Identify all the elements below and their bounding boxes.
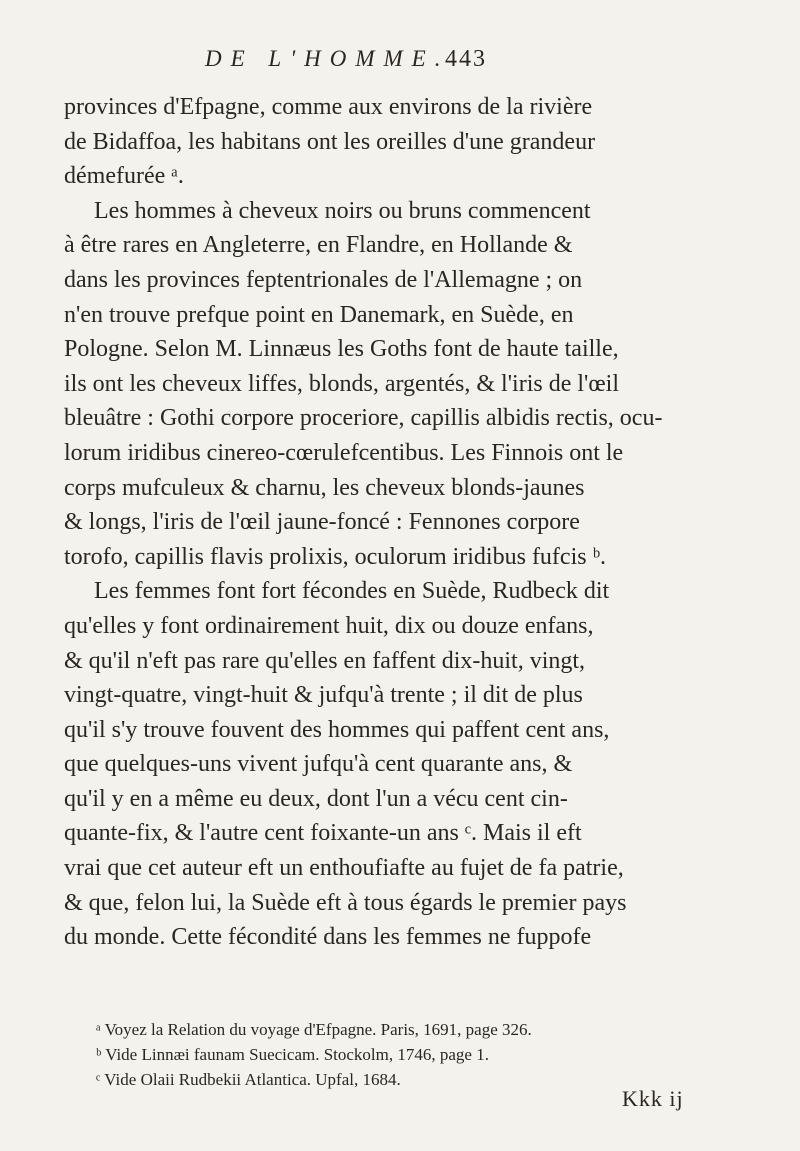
text-line: quante-fix, & l'autre cent foixante-un ans ᶜ. Mais il eft: [64, 820, 582, 847]
text-line: ils ont les cheveux liffes, blonds, argentés, & l'iris de l'œil: [64, 370, 620, 397]
text-line: de Bidaffoa, les habitans ont les oreilles d'une grandeur: [64, 128, 596, 155]
text-line: lorum iridibus cinereo-cœrulefcentibus. Les Finnois ont le: [64, 439, 624, 466]
text-line: provinces d'Efpagne, comme aux environs de la rivière: [64, 94, 593, 120]
text-line: dans les provinces feptentrionales de l'Allemagne ; on: [64, 266, 583, 293]
page-number: 443: [445, 46, 487, 72]
text-line: torofo, capillis flavis prolixis, oculorum iridibus fufcis ᵇ.: [64, 543, 607, 570]
text-line: Pologne. Selon M. Linnæus les Goths font de haute taille,: [64, 336, 619, 363]
text-line: bleuâtre : Gothi corpore proceriore, capillis albidis rectis, ocu-: [64, 405, 663, 432]
text-line: vingt-quatre, vingt-huit & jufqu'à trente ; il dit de plus: [64, 682, 583, 709]
text-line: à être rares en Angleterre, en Flandre, en Hollande &: [64, 232, 573, 259]
signature-mark: Kkk ij: [622, 1086, 684, 1111]
text-line: Les femmes font fort fécondes en Suède, Rudbeck dit: [94, 578, 610, 605]
text-line: qu'il s'y trouve fouvent des hommes qui paffent cent ans,: [64, 716, 610, 743]
text-line: & longs, l'iris de l'œil jaune-foncé : Fennones corpore: [64, 509, 580, 536]
text-line: & qu'il n'eft pas rare qu'elles en faffent dix-huit, vingt,: [64, 647, 586, 674]
text-line: n'en trouve prefque point en Danemark, en Suède, en: [64, 301, 574, 328]
body-text: [64, 90, 724, 955]
footnote: ᶜ Vide Olaii Rudbekii Atlantica. Upfal, 1684.: [96, 1070, 401, 1089]
footnotes: [96, 1017, 726, 1092]
text-line: corps mufculeux & charnu, les cheveux blonds-jaunes: [64, 474, 585, 501]
text-line: du monde. Cette fécondité dans les femmes ne fuppofe: [64, 924, 592, 951]
text-line: & que, felon lui, la Suède eft à tous égards le premier pays: [64, 889, 627, 916]
text-line: Les hommes à cheveux noirs ou bruns commencent: [94, 197, 591, 224]
running-head: DE L'HOMME.: [205, 46, 450, 71]
text-line: que quelques-uns vivent jufqu'à cent quarante ans, &: [64, 751, 573, 778]
text-line: démefurée ᵃ.: [64, 163, 184, 190]
page-header: [205, 46, 625, 86]
footnote: ᵃ Voyez la Relation du voyage d'Efpagne. Paris, 1691, page 326.: [96, 1020, 532, 1039]
text-line: qu'elles y font ordinairement huit, dix ou douze enfans,: [64, 612, 594, 639]
text-line: qu'il y en a même eu deux, dont l'un a vécu cent cin-: [64, 785, 568, 812]
text-line: vrai que cet auteur eft un enthoufiafte au fujet de fa patrie,: [64, 855, 624, 882]
footnote: ᵇ Vide Linnæi faunam Suecicam. Stockolm, 1746, page 1.: [96, 1045, 489, 1064]
